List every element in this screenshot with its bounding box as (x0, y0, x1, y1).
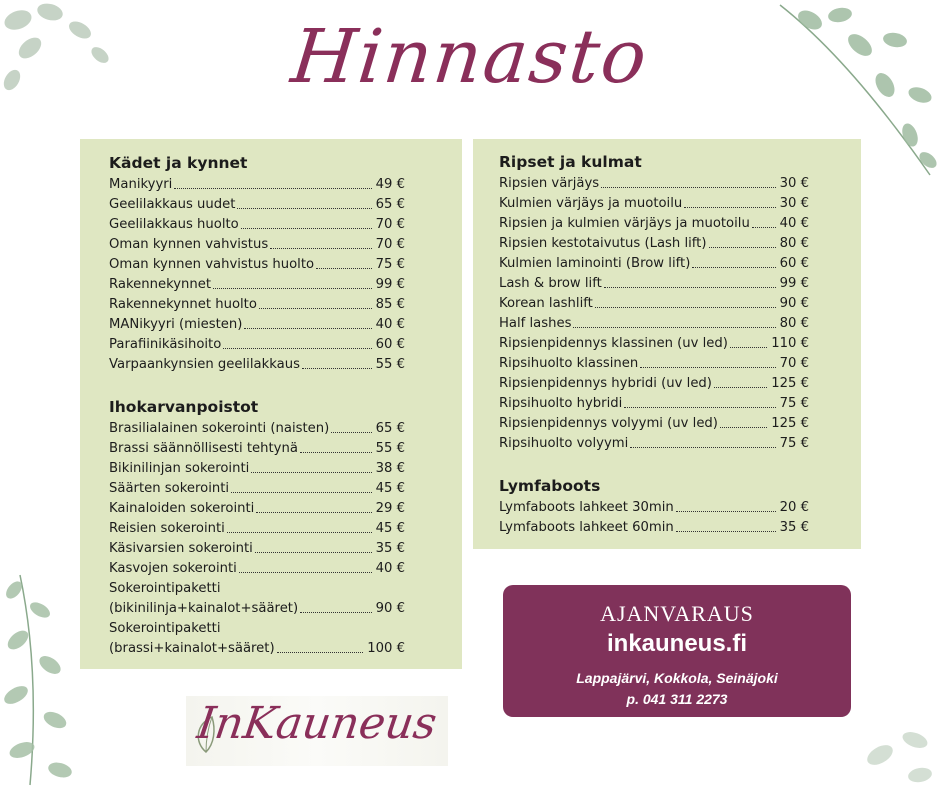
leader-dots (331, 432, 371, 433)
leader-dots (259, 308, 372, 309)
service-name: Ripsihuolto klassinen (499, 356, 639, 371)
service-name: Lymfaboots lahkeet 30min (499, 500, 674, 515)
service-price: 90 € (375, 601, 405, 616)
service-price: 99 € (375, 277, 405, 292)
price-row (499, 174, 809, 194)
leader-dots (684, 207, 775, 208)
leader-dots (630, 447, 775, 448)
price-panel-left (80, 139, 462, 669)
leader-dots (256, 512, 371, 513)
service-price: 55 € (375, 357, 405, 372)
service-name: Ripsien kestotaivutus (Lash lift) (499, 236, 707, 251)
leader-dots (709, 247, 776, 248)
service-name: Half lashes (499, 316, 572, 331)
service-price: 30 € (779, 196, 809, 211)
leader-dots (624, 407, 775, 408)
leader-dots (231, 492, 372, 493)
leader-dots (302, 368, 372, 369)
price-row (109, 335, 405, 355)
price-row (499, 354, 809, 374)
service-name: MANikyyri (miesten) (109, 317, 243, 332)
service-price: 45 € (375, 521, 405, 536)
leader-dots (255, 552, 372, 553)
service-price: 70 € (375, 237, 405, 252)
leader-dots (213, 288, 372, 289)
service-name: Bikinilinjan sokerointi (109, 461, 250, 476)
price-panel-right (473, 139, 861, 549)
booking-phone: p. 041 311 2273 (626, 691, 728, 707)
service-price: 75 € (779, 436, 809, 451)
price-row (499, 334, 809, 354)
price-row (499, 214, 809, 234)
leader-dots (601, 187, 776, 188)
service-price: 60 € (375, 337, 405, 352)
leader-dots (270, 248, 371, 249)
service-name: Säärten sokerointi (109, 481, 230, 496)
service-price: 90 € (779, 296, 809, 311)
leader-dots (573, 327, 775, 328)
service-price: 75 € (779, 396, 809, 411)
service-name: Lash & brow lift (499, 276, 602, 291)
leader-dots (316, 268, 372, 269)
booking-heading: AJANVARAUS (600, 601, 754, 626)
service-price: 75 € (375, 257, 405, 272)
price-row (109, 559, 405, 579)
service-price: 80 € (779, 316, 809, 331)
service-name: Ripsihuolto hybridi (499, 396, 623, 411)
service-name: Lymfaboots lahkeet 60min (499, 520, 674, 535)
price-row (109, 235, 405, 255)
price-row (109, 459, 405, 479)
service-price: 35 € (779, 520, 809, 535)
service-price: 110 € (771, 336, 809, 351)
service-price: 20 € (779, 500, 809, 515)
service-price: 60 € (779, 256, 809, 271)
eucalyptus-bottom-right-decoration (840, 715, 940, 788)
service-name: Kainaloiden sokerointi (109, 501, 255, 516)
leader-dots (692, 267, 775, 268)
price-row (499, 294, 809, 314)
leader-dots (714, 387, 767, 388)
service-price: 45 € (375, 481, 405, 496)
section-title-lashes-brows: Ripset ja kulmat (499, 153, 642, 171)
price-row (109, 315, 405, 335)
service-name: Rakennekynnet huolto (109, 297, 257, 312)
service-name: Oman kynnen vahvistus huolto (109, 257, 315, 272)
service-price: 70 € (779, 356, 809, 371)
service-name: Varpaankynsien geelilakkaus (109, 357, 300, 372)
price-row (109, 419, 405, 439)
price-row (499, 414, 809, 434)
leader-dots (640, 367, 775, 368)
service-price: 99 € (779, 276, 809, 291)
logo-text: InKauneus (194, 698, 440, 749)
service-name: Manikyyri (109, 177, 173, 192)
service-name: Ripsien värjäys (499, 176, 600, 191)
service-name: (bikinilinja+kainalot+sääret) (109, 601, 299, 616)
service-price: 40 € (375, 561, 405, 576)
service-name: Brassi säännöllisesti tehtynä (109, 441, 298, 456)
price-row (499, 394, 809, 414)
service-price: 29 € (375, 501, 405, 516)
service-price: 55 € (375, 441, 405, 456)
service-name: Ripsien ja kulmien värjäys ja muotoilu (499, 216, 750, 231)
leader-dots (227, 532, 372, 533)
service-name: Ripsienpidennys klassinen (uv led) (499, 336, 728, 351)
service-price: 30 € (779, 176, 809, 191)
leader-dots (730, 347, 767, 348)
price-row (109, 439, 405, 459)
price-row (109, 195, 405, 215)
service-name: Reisien sokerointi (109, 521, 225, 536)
section-title-hands-nails: Kädet ja kynnet (109, 154, 248, 172)
service-name: Korean lashlift (499, 296, 593, 311)
service-name: Ripsienpidennys volyymi (uv led) (499, 416, 718, 431)
leader-dots (223, 348, 371, 349)
leader-dots (174, 188, 371, 189)
service-price: 40 € (375, 317, 405, 332)
leader-dots (676, 511, 776, 512)
price-row (499, 314, 809, 334)
leader-dots (251, 472, 371, 473)
price-row (109, 479, 405, 499)
service-name: Geelilakkaus uudet (109, 197, 236, 212)
service-name: Rakennekynnet (109, 277, 212, 292)
leader-dots (300, 612, 372, 613)
price-row (109, 275, 405, 295)
booking-website-link[interactable]: inkauneus.fi (606, 630, 748, 657)
price-row (109, 255, 405, 275)
price-row (109, 499, 405, 519)
service-price: 38 € (375, 461, 405, 476)
price-row (499, 498, 809, 518)
price-row (109, 519, 405, 539)
price-row (109, 175, 405, 195)
leader-dots (676, 531, 776, 532)
leader-dots (277, 652, 364, 653)
leader-dots (752, 227, 776, 228)
leader-dots (244, 328, 371, 329)
service-price: 65 € (375, 421, 405, 436)
service-name: Ripsihuolto volyymi (499, 436, 629, 451)
section-title-lymfaboots: Lymfaboots (499, 477, 601, 495)
eucalyptus-bottom-left-decoration (0, 570, 90, 788)
page-title: Hinnasto (287, 14, 653, 100)
service-name: Parafiinikäsihoito (109, 337, 222, 352)
service-price: 70 € (375, 217, 405, 232)
service-name: Ripsienpidennys hybridi (uv led) (499, 376, 712, 391)
price-row (109, 355, 405, 375)
service-price: 85 € (375, 297, 405, 312)
service-name: Käsivarsien sokerointi (109, 541, 253, 556)
service-price: 65 € (375, 197, 405, 212)
price-row (499, 374, 809, 394)
package-title: Sokerointipaketti (109, 621, 221, 636)
leader-dots (239, 572, 372, 573)
package-title: Sokerointipaketti (109, 581, 221, 596)
price-row (499, 254, 809, 274)
leader-dots (720, 427, 767, 428)
service-name: Kasvojen sokerointi (109, 561, 237, 576)
service-name: Geelilakkaus huolto (109, 217, 239, 232)
price-row (109, 539, 405, 559)
service-price: 40 € (779, 216, 809, 231)
booking-locations: Lappajärvi, Kokkola, Seinäjoki (576, 670, 778, 686)
leader-dots (300, 452, 372, 453)
service-name: Brasilialainen sokerointi (naisten) (109, 421, 330, 436)
booking-box (503, 585, 851, 717)
service-price: 49 € (375, 177, 405, 192)
price-row (499, 518, 809, 538)
price-row (109, 599, 405, 619)
leader-dots (237, 208, 371, 209)
service-name: Oman kynnen vahvistus (109, 237, 269, 252)
leader-dots (241, 228, 372, 229)
service-price: 80 € (779, 236, 809, 251)
brand-logo (186, 696, 448, 766)
price-row (499, 274, 809, 294)
service-price: 35 € (375, 541, 405, 556)
service-price: 125 € (771, 376, 809, 391)
section-title-hair-removal: Ihokarvanpoistot (109, 398, 259, 416)
service-name: Kulmien laminointi (Brow lift) (499, 256, 691, 271)
price-row (499, 234, 809, 254)
service-price: 100 € (367, 641, 405, 656)
price-row (499, 194, 809, 214)
price-row (109, 215, 405, 235)
leader-dots (595, 307, 776, 308)
service-name: Kulmien värjäys ja muotoilu (499, 196, 683, 211)
price-row (109, 639, 405, 659)
service-price: 125 € (771, 416, 809, 431)
price-row (109, 295, 405, 315)
price-row (499, 434, 809, 454)
service-name: (brassi+kainalot+sääret) (109, 641, 275, 656)
leader-dots (604, 287, 776, 288)
